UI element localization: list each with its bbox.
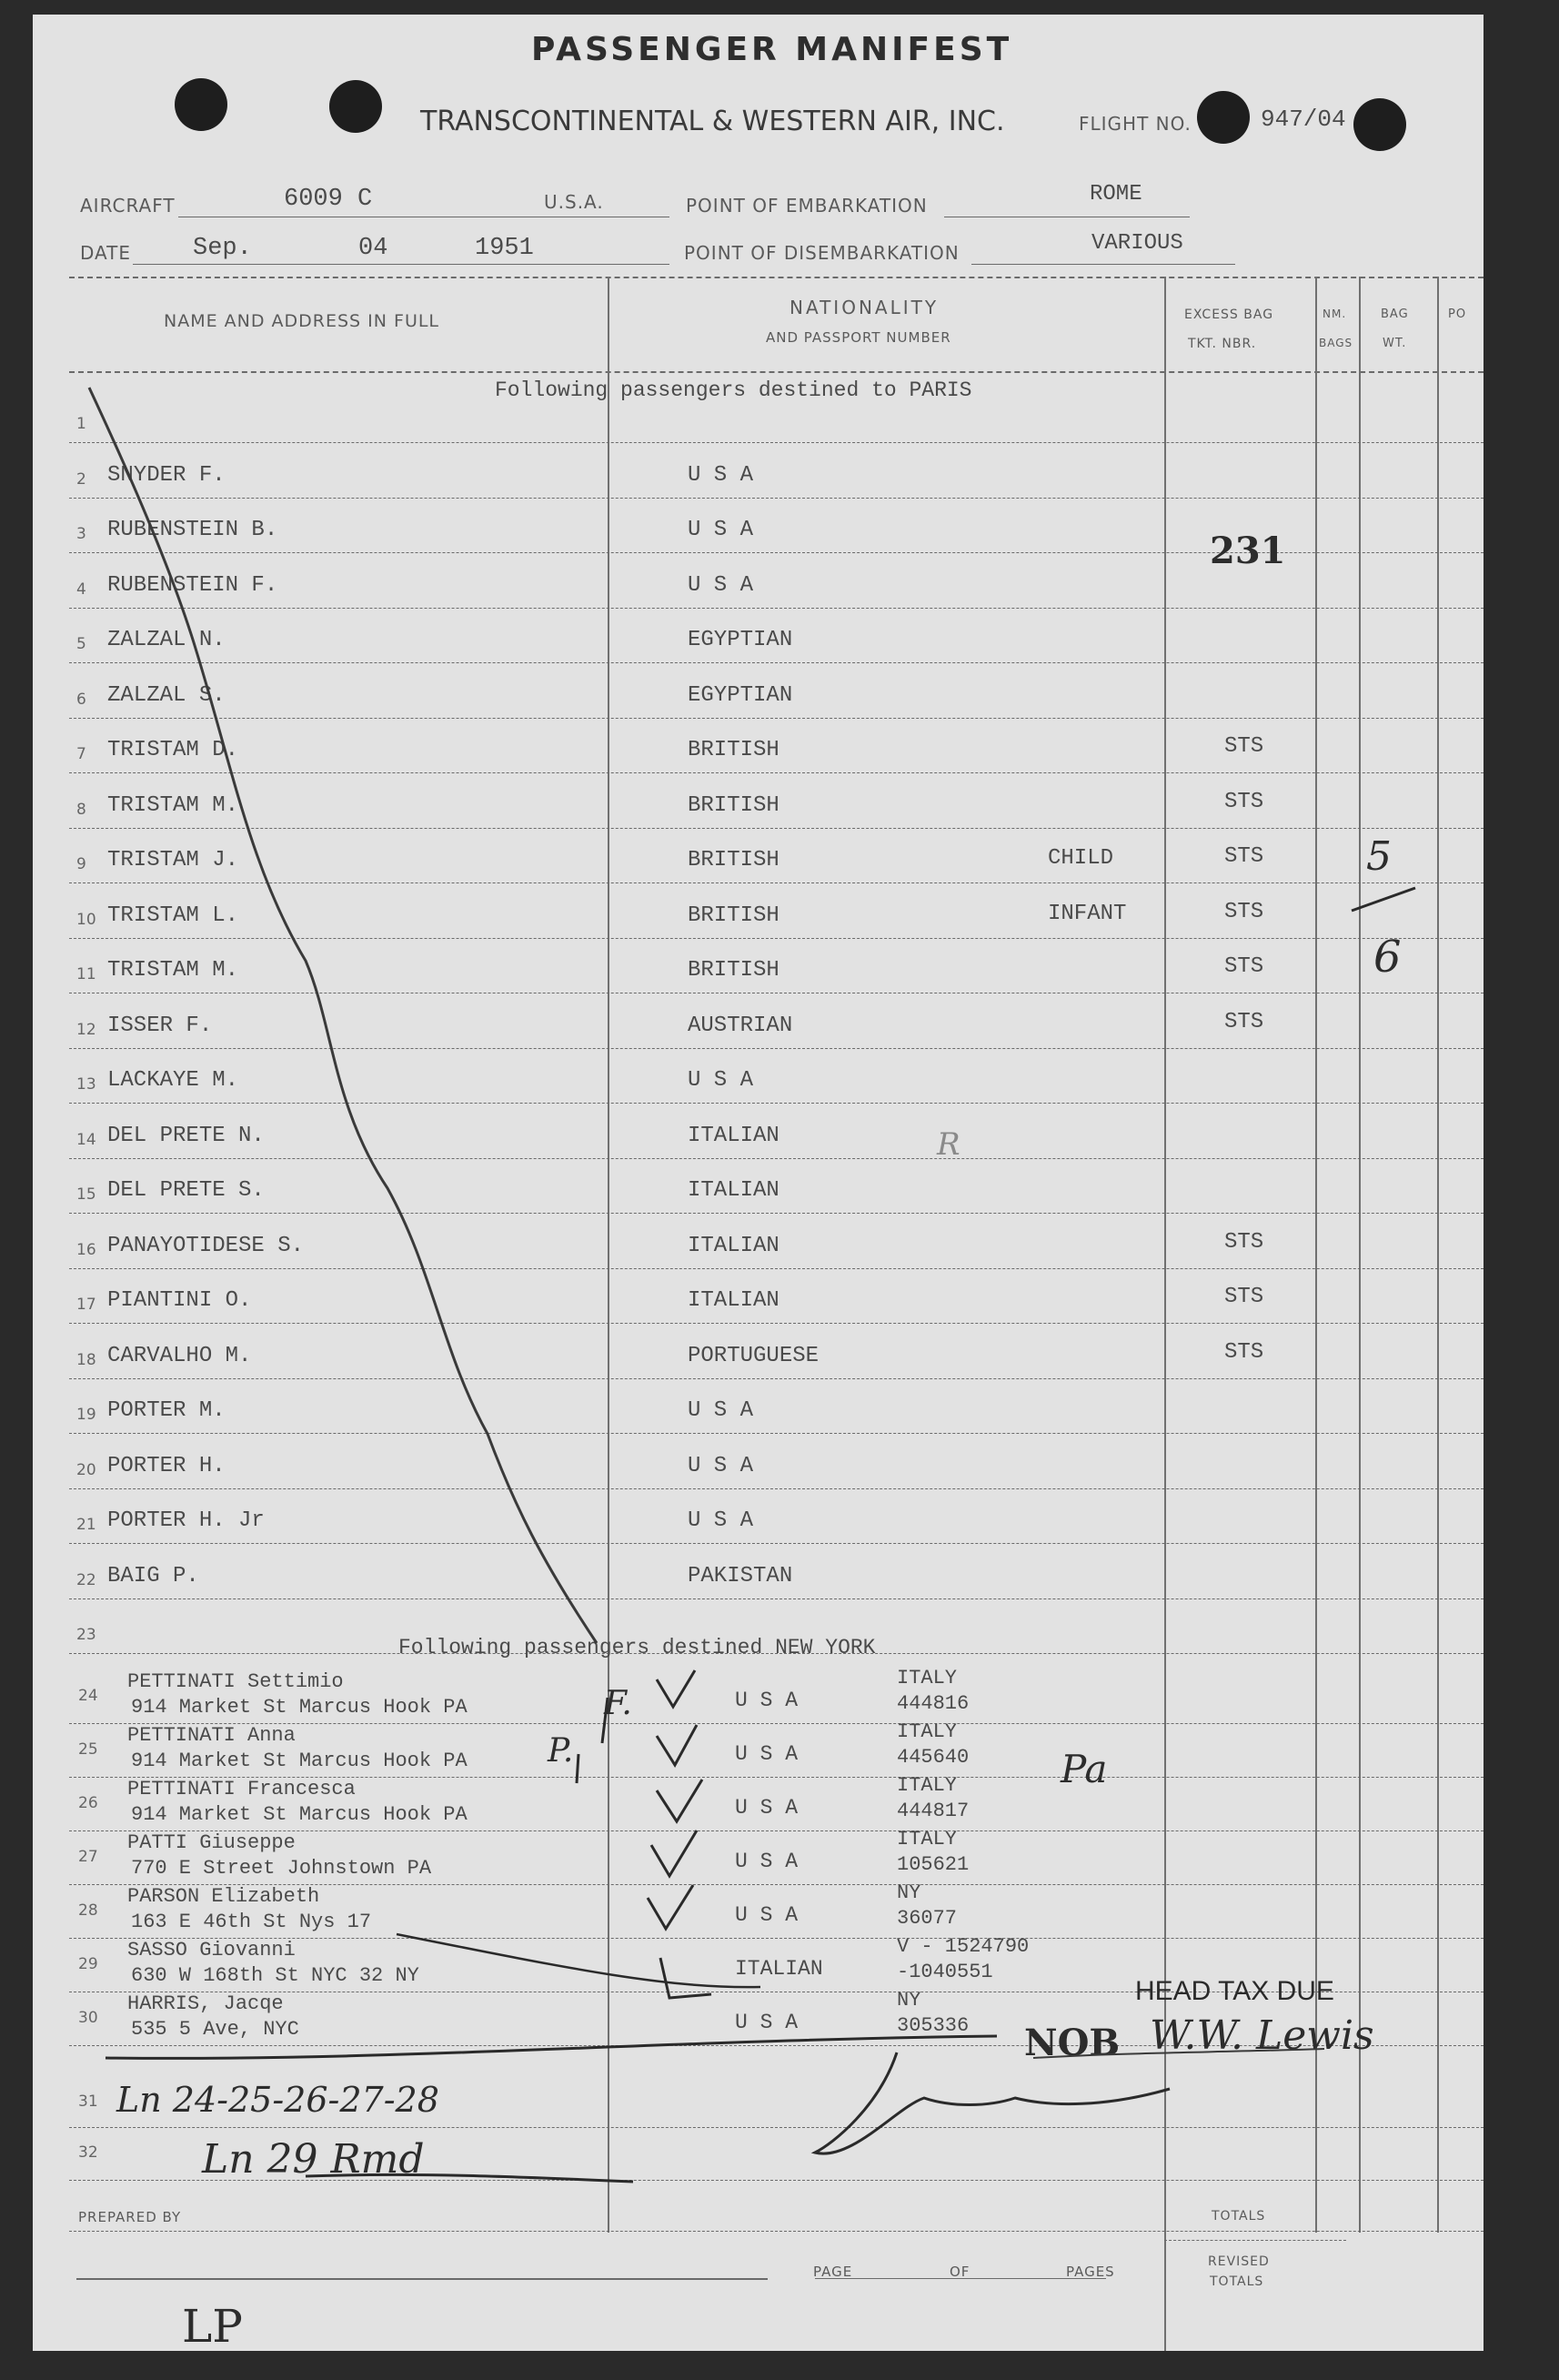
- passenger-nationality: BRITISH: [688, 958, 780, 983]
- passenger-name: ZALZAL S.: [107, 682, 226, 708]
- passenger-name: PANAYOTIDESE S.: [107, 1233, 305, 1258]
- passport-country: ITALY: [897, 1828, 958, 1851]
- revised-label-1: REVISED: [1208, 2254, 1270, 2269]
- passenger-address: 914 Market St Marcus Hook PA: [131, 1696, 468, 1719]
- diagonal-pen-stroke: [89, 388, 597, 1643]
- row-number: 23: [76, 1626, 96, 1644]
- hw-bag-count: 231: [1210, 529, 1286, 572]
- passenger-nationality: U S A: [735, 1903, 799, 1927]
- row-number: 11: [76, 965, 96, 983]
- manifest-sheet: [33, 15, 1484, 2351]
- row-number: 29: [78, 1955, 98, 1973]
- row-number: 19: [76, 1406, 96, 1424]
- col-nationality-header: NATIONALITY: [790, 297, 940, 318]
- company-name: TRANSCONTINENTAL & WESTERN AIR, INC.: [420, 106, 1005, 137]
- passenger-nationality: U S A: [688, 572, 754, 598]
- hw-initials: W.W. Lewis: [1150, 2012, 1374, 2059]
- row-number: 24: [78, 1687, 98, 1705]
- row-number: 6: [76, 690, 86, 709]
- passenger-nationality: ITALIAN: [688, 1178, 780, 1203]
- passenger-nationality: U S A: [688, 1398, 754, 1423]
- embark-value: ROME: [1090, 182, 1142, 207]
- passenger-nationality: BRITISH: [688, 738, 780, 762]
- revised-label-2: TOTALS: [1210, 2274, 1264, 2289]
- row-number: 27: [78, 1848, 98, 1866]
- passenger-nationality: U S A: [735, 1689, 799, 1712]
- passenger-name: ISSER F.: [107, 1013, 213, 1038]
- baggage-code: STS: [1224, 1229, 1264, 1255]
- row-number: 12: [76, 1020, 96, 1039]
- passenger-name: SASSO Giovanni: [127, 1939, 296, 1961]
- passenger-name: TRISTAM M.: [107, 792, 239, 818]
- passenger-address: 163 E 46th St Nys 17: [131, 1911, 372, 1933]
- passenger-name: BAIG P.: [107, 1563, 199, 1588]
- col-bags-header-2: BAGS: [1319, 337, 1353, 349]
- passport-country: ITALY: [897, 1667, 958, 1689]
- hw-fraction-top: 5: [1366, 833, 1392, 880]
- row-number: 2: [76, 469, 86, 489]
- row-number: 22: [76, 1570, 96, 1589]
- row-number: 32: [78, 2143, 98, 2162]
- signature-stroke: [815, 2052, 1170, 2153]
- disembark-value: VARIOUS: [1091, 231, 1183, 256]
- disembark-label: POINT OF DISEMBARKATION: [684, 242, 960, 264]
- row-number: 28: [78, 1901, 98, 1920]
- passenger-name: PETTINATI Anna: [127, 1724, 296, 1747]
- passenger-name: PORTER M.: [107, 1398, 226, 1423]
- passenger-nationality: EGYPTIAN: [688, 682, 793, 708]
- passenger-nationality: U S A: [735, 2011, 799, 2034]
- passport-country: NY: [897, 1881, 921, 1904]
- date-year: 1951: [475, 235, 534, 262]
- row-number: 26: [78, 1794, 98, 1812]
- of-label: OF: [950, 2264, 971, 2280]
- row-number: 1: [76, 415, 86, 433]
- check-mark: [660, 1958, 711, 1998]
- flight-value: 947/04: [1261, 106, 1346, 133]
- check-mark: [657, 1670, 695, 1707]
- col-name-header: NAME AND ADDRESS IN FULL: [164, 311, 440, 331]
- passenger-name: ZALZAL N.: [107, 628, 226, 652]
- passport-number: 305336: [897, 2014, 970, 2037]
- stamp-head-tax: HEAD TAX DUE: [1135, 1976, 1334, 2006]
- hw-lp: LP: [182, 2300, 243, 2353]
- totals-label: TOTALS: [1212, 2209, 1266, 2224]
- embark-label: POINT OF EMBARKATION: [686, 195, 928, 217]
- hw-line-note-32: Ln 29 Rmd: [202, 2136, 425, 2183]
- row-number: 17: [76, 1296, 96, 1314]
- passenger-name: DEL PRETE S.: [107, 1178, 265, 1203]
- baggage-code: STS: [1224, 954, 1264, 979]
- passenger-nationality: BRITISH: [688, 848, 780, 872]
- passenger-address: 914 Market St Marcus Hook PA: [131, 1803, 468, 1826]
- section-paris-heading: Following passengers destined to PARIS: [495, 378, 972, 402]
- passenger-nationality: U S A: [688, 1453, 754, 1478]
- passenger-name: CARVALHO M.: [107, 1343, 252, 1368]
- row-number: 21: [76, 1516, 96, 1534]
- passenger-name: TRISTAM M.: [107, 958, 239, 983]
- passport-number: 445640: [897, 1746, 970, 1769]
- col-bags-header-1: NM.: [1323, 308, 1347, 320]
- hw-pa-mark: Pa: [1061, 1747, 1108, 1791]
- passenger-nationality: BRITISH: [688, 792, 780, 818]
- strike-row-28: [397, 1934, 760, 1987]
- passenger-note: CHILD: [1048, 846, 1114, 871]
- passport-country: NY: [897, 1989, 921, 2012]
- passenger-nationality: U S A: [688, 518, 754, 542]
- passport-number: 444817: [897, 1800, 970, 1822]
- passenger-name: RUBENSTEIN F.: [107, 572, 278, 598]
- passport-country: V - 1524790: [897, 1935, 1030, 1958]
- section-newyork-heading: Following passengers destined NEW YORK: [398, 1636, 876, 1659]
- hw-line-note-31: Ln 24-25-26-27-28: [116, 2080, 439, 2120]
- passenger-name: RUBENSTEIN B.: [107, 518, 278, 542]
- passenger-name: DEL PRETE N.: [107, 1123, 265, 1148]
- passenger-name: LACKAYE M.: [107, 1068, 239, 1093]
- aircraft-value: 6009 C: [284, 186, 373, 213]
- passport-number: 36077: [897, 1907, 958, 1930]
- check-mark: [657, 1725, 697, 1765]
- passenger-nationality: U S A: [735, 1742, 799, 1766]
- passenger-nationality: ITALIAN: [688, 1233, 780, 1258]
- baggage-code: STS: [1224, 734, 1264, 759]
- date-day: 04: [358, 235, 388, 262]
- passenger-nationality: ITALIAN: [688, 1123, 780, 1148]
- passenger-nationality: U S A: [735, 1796, 799, 1820]
- row-number: 10: [76, 910, 96, 929]
- passenger-nationality: BRITISH: [688, 903, 780, 928]
- passport-country: ITALY: [897, 1720, 958, 1743]
- row-number: 31: [78, 2093, 98, 2111]
- baggage-code: STS: [1224, 899, 1264, 924]
- passenger-nationality: U S A: [688, 462, 754, 488]
- prepared-by-label: PREPARED BY: [78, 2209, 182, 2225]
- passenger-nationality: U S A: [688, 1508, 754, 1533]
- strike-row-30: [106, 2036, 997, 2058]
- passenger-name: PARSON Elizabeth: [127, 1885, 320, 1908]
- page-label: PAGE: [813, 2264, 853, 2280]
- passenger-address: 630 W 168th St NYC 32 NY: [131, 1964, 419, 1987]
- baggage-code: STS: [1224, 789, 1264, 814]
- row-number: 14: [76, 1130, 96, 1149]
- col-wt-header-1: BAG: [1381, 308, 1409, 321]
- pages-label: PAGES: [1066, 2264, 1115, 2280]
- fraction-bar: [1352, 888, 1415, 911]
- passport-number: 444816: [897, 1692, 970, 1715]
- passenger-nationality: PORTUGUESE: [688, 1343, 820, 1368]
- passenger-name: PORTER H.: [107, 1453, 226, 1478]
- handwriting-layer: [33, 15, 1484, 2351]
- passport-number: 105621: [897, 1853, 970, 1876]
- hw-nob: NOB: [1024, 2022, 1121, 2064]
- row-number: 3: [76, 525, 86, 543]
- hw-p-mark: P.: [548, 1732, 574, 1770]
- passport-country: ITALY: [897, 1774, 958, 1797]
- passenger-name: PETTINATI Francesca: [127, 1778, 356, 1800]
- date-label: DATE: [80, 242, 132, 264]
- passenger-name: TRISTAM D.: [107, 738, 239, 762]
- row-number: 9: [76, 855, 86, 873]
- passenger-address: 770 E Street Johnstown PA: [131, 1857, 432, 1880]
- passenger-nationality: ITALIAN: [688, 1288, 780, 1313]
- row-number: 8: [76, 800, 86, 819]
- passenger-address: 914 Market St Marcus Hook PA: [131, 1750, 468, 1772]
- bracket-marks: [577, 1698, 608, 1783]
- passport-number: -1040551: [897, 1961, 993, 1983]
- passenger-address: 535 5 Ave, NYC: [131, 2018, 299, 2041]
- passenger-name: PIANTINI O.: [107, 1288, 252, 1313]
- hw-fraction-bottom: 6: [1373, 932, 1402, 983]
- col-wt-header-2: WT.: [1383, 337, 1407, 350]
- passenger-nationality: U S A: [688, 1068, 754, 1093]
- baggage-code: STS: [1224, 1009, 1264, 1034]
- row-number: 20: [76, 1460, 96, 1479]
- check-mark: [648, 1885, 693, 1929]
- hw-f-mark: F.: [604, 1685, 632, 1722]
- col-excess-header-2: TKT. NBR.: [1188, 337, 1257, 351]
- check-mark: [651, 1830, 697, 1876]
- document-title: PASSENGER MANIFEST: [531, 31, 1013, 68]
- row-number: 5: [76, 635, 86, 653]
- check-mark: [657, 1780, 702, 1821]
- row-number: 16: [76, 1240, 96, 1259]
- passenger-nationality: EGYPTIAN: [688, 628, 793, 652]
- baggage-code: STS: [1224, 844, 1264, 869]
- col-po-header: PO: [1448, 308, 1467, 321]
- row-number: 18: [76, 1350, 96, 1369]
- passenger-name: HARRIS, Jacqe: [127, 1992, 284, 2015]
- row-number: 4: [76, 580, 86, 599]
- passenger-nationality: AUSTRIAN: [688, 1013, 793, 1038]
- country-label: U.S.A.: [544, 191, 604, 213]
- passenger-nationality: ITALIAN: [735, 1957, 823, 1981]
- col-passport-header: AND PASSPORT NUMBER: [766, 329, 951, 346]
- passenger-name: PATTI Giuseppe: [127, 1831, 296, 1854]
- row-number: 30: [78, 2009, 98, 2027]
- row-number: 25: [78, 1740, 98, 1759]
- row-number: 15: [76, 1185, 96, 1204]
- baggage-code: STS: [1224, 1285, 1264, 1309]
- passenger-note: INFANT: [1048, 901, 1127, 926]
- row-32-underline: [306, 2174, 633, 2182]
- passenger-name: PETTINATI Settimio: [127, 1670, 344, 1693]
- row-number: 13: [76, 1075, 96, 1094]
- row-number: 7: [76, 745, 86, 763]
- head-tax-underline: [1033, 2049, 1324, 2058]
- passenger-name: SNYDER F.: [107, 462, 226, 488]
- baggage-code: STS: [1224, 1339, 1264, 1365]
- passenger-name: TRISTAM J.: [107, 848, 239, 872]
- hw-r-mark: R: [937, 1126, 961, 1163]
- passenger-name: PORTER H. Jr: [107, 1508, 265, 1533]
- passenger-nationality: PAKISTAN: [688, 1563, 793, 1588]
- date-month: Sep.: [193, 235, 252, 262]
- aircraft-label: AIRCRAFT: [80, 195, 176, 217]
- passenger-name: TRISTAM L.: [107, 903, 239, 928]
- col-excess-header-1: EXCESS BAG: [1184, 308, 1274, 322]
- passenger-nationality: U S A: [735, 1850, 799, 1873]
- flight-label: FLIGHT NO.: [1079, 113, 1192, 135]
